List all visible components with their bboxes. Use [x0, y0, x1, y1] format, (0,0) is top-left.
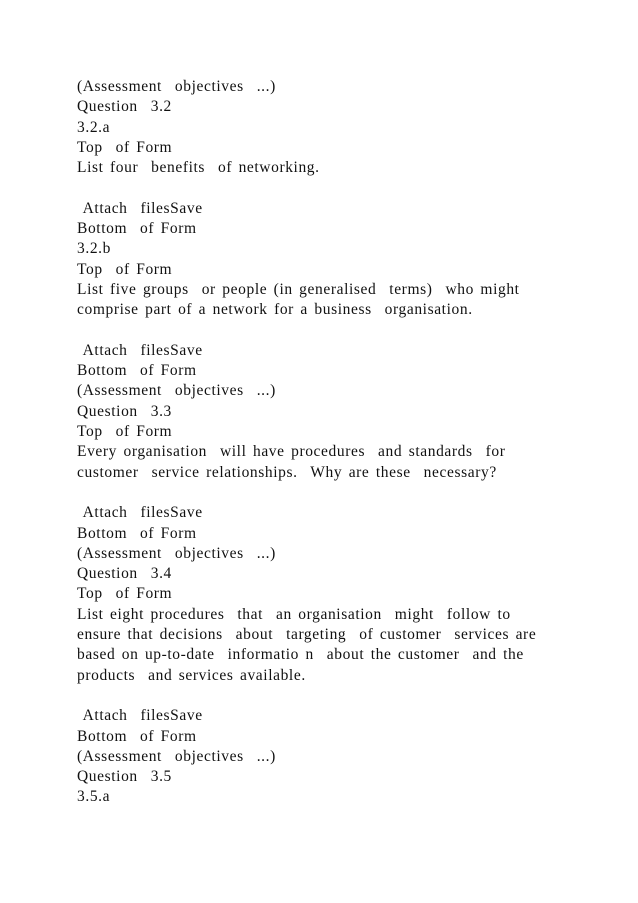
question-heading: Question 3.4: [77, 565, 172, 583]
bottom-of-form-marker: Bottom of Form: [77, 727, 197, 745]
question-text: List four benefits of networking.: [77, 159, 320, 177]
subquestion-label: 3.2.b: [77, 240, 111, 258]
blank-line: [77, 321, 597, 341]
assessment-objectives-text: (Assessment objectives ...): [77, 78, 276, 95]
attach-files-save-text: Attach filesSave: [77, 341, 203, 359]
bottom-of-form-marker: Bottom of Form: [77, 524, 197, 542]
top-of-form-marker: Top of Form: [77, 423, 173, 441]
question-text: products and services available.: [77, 666, 306, 684]
assessment-objectives-text: (Assessment objectives ...): [77, 747, 276, 765]
question-text: based on up-to-date informatio n about the customer and the: [77, 646, 524, 664]
subquestion-label: 3.5.a: [77, 788, 111, 806]
bottom-of-form-marker: Bottom of Form: [77, 362, 197, 380]
question-heading: Question 3.2: [77, 98, 172, 116]
blank-line: [77, 686, 597, 706]
attach-files-save-text: Attach filesSave: [77, 504, 203, 522]
attach-files-save-text: Attach filesSave: [77, 707, 203, 725]
blank-line: [77, 178, 597, 198]
blank-line: [77, 483, 597, 503]
question-text: customer service relationships. Why are these necessary?: [77, 463, 497, 481]
assessment-objectives-text: (Assessment objectives ...): [77, 382, 276, 400]
question-text: List five groups or people (in generalised terms) who might: [77, 280, 520, 298]
bottom-of-form-marker: Bottom of Form: [77, 220, 197, 238]
subquestion-label: 3.2.a: [77, 118, 111, 136]
attach-files-save-text: Attach filesSave: [77, 199, 203, 217]
question-text: ensure that decisions about targeting of customer services are: [77, 626, 537, 644]
question-heading: Question 3.3: [77, 402, 172, 420]
top-of-form-marker: Top of Form: [77, 585, 173, 603]
question-text: comprise part of a network for a business organisation.: [77, 301, 473, 319]
top-of-form-marker: Top of Form: [77, 138, 173, 156]
question-text: List eight procedures that an organisation might follow to: [77, 605, 511, 623]
question-text: Every organisation will have procedures and standards for: [77, 443, 506, 461]
top-of-form-marker: Top of Form: [77, 260, 173, 278]
document-body: [77, 77, 597, 808]
assessment-objectives-text: (Assessment objectives ...): [77, 544, 276, 562]
question-heading: Question 3.5: [77, 768, 172, 786]
